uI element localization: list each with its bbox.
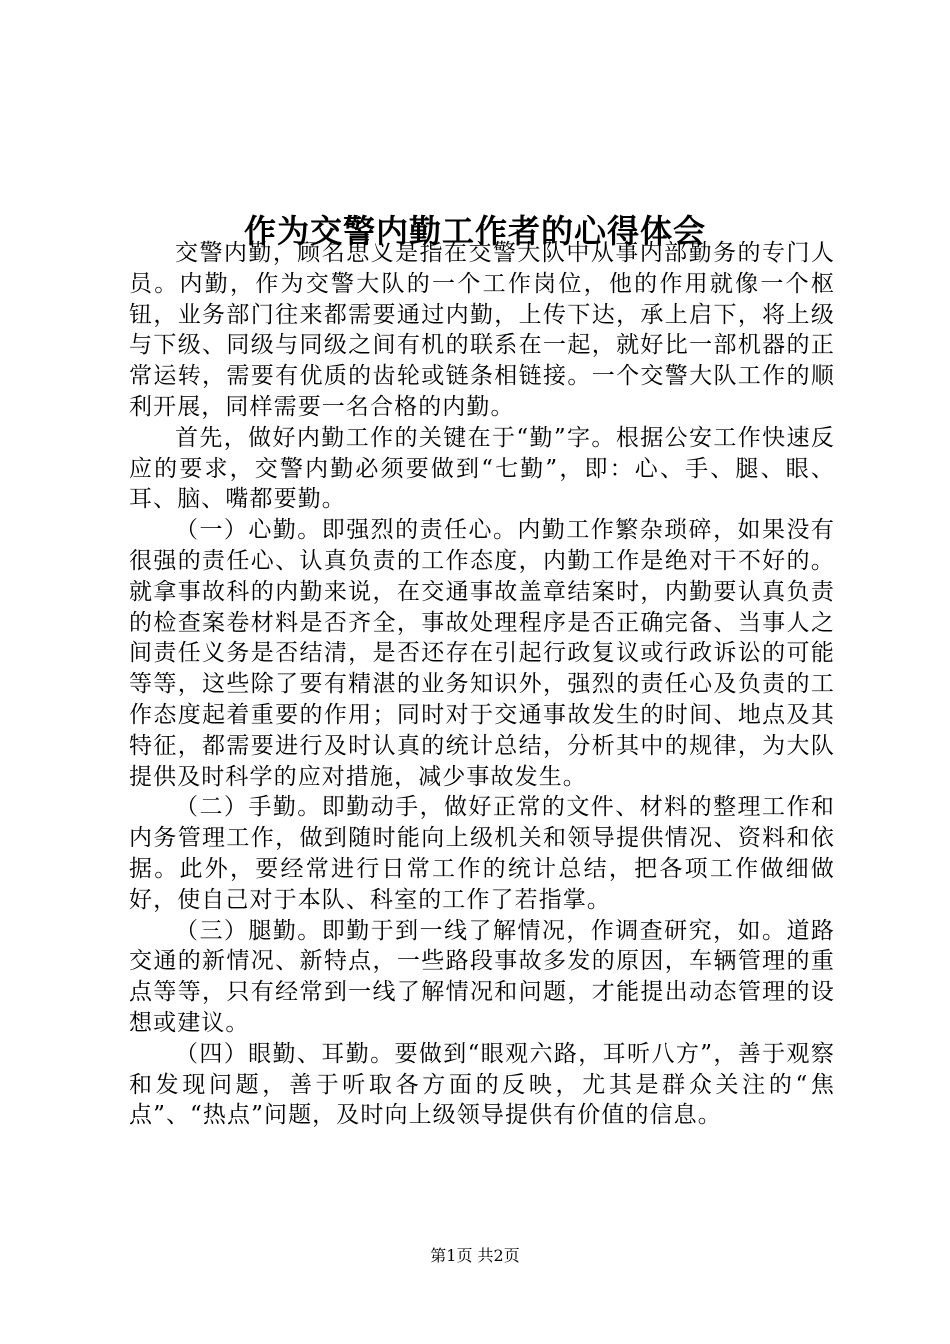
paragraph: （一）心勤。即强烈的责任心。内勤工作繁杂琐碎，如果没有很强的责任心、认真负责的工作态度，内勤工作是绝对干不好的。就拿事故科的内勤来说，在交通事故盖章结案时，内勤要认真负责的检查案卷材料是否齐全，事故处理程序是否正确完备、当事人之间责任义务是否结清，是否还存在引起行政复议或行政诉讼的可能等等，这些除了要有精湛的业务知识外，强烈的责任心及负责的工作态度起着重要的作用；同时对于交通事故发生的时间、地点及其特征，都需要进行及时认真的统计总结，分析其中的规律，为大队提供及时科学的应对措施，减少事故发生。 xyxy=(129,517,835,790)
page-title: 作为交警内勤工作者的心得体会 xyxy=(243,212,706,251)
paragraph: 交警内勤，顾名思义是指在交警大队中从事内部勤务的专门人员。内勤，作为交警大队的一个工作岗位，他的作用就像一个枢钮，业务部门往来都需要通过内勤，上传下达，承上启下，将上级与下级、同级与同级之间有机的联系在一起，就好比一部机器的正常运转，需要有优质的齿轮或链条相链接。一个交警大队工作的顺利开展，同样需要一名合格的内勤。 xyxy=(129,240,835,420)
paragraph: 首先，做好内勤工作的关键在于“勤”字。根据公安工作快速反应的要求，交警内勤必须要做到“七勤”，即：心、手、腿、眼、耳、脑、嘴都要勤。 xyxy=(129,424,835,513)
paragraph: （四）眼勤、耳勤。要做到“眼观六路，耳听八方”，善于观察和发现问题，善于听取各方面的反映，尤其是群众关注的“焦点”、“热点”问题，及时向上级领导提供有价值的信息。 xyxy=(129,1040,835,1129)
page-number: 第1页 共2页 xyxy=(430,1246,520,1265)
paragraph: （三）腿勤。即勤于到一线了解情况，作调查研究，如。道路交通的新情况、新特点，一些路段事故多发的原因，车辆管理的重点等等，只有经常到一线了解情况和问题，才能提出动态管理的设想或建议。 xyxy=(129,917,835,1036)
document-body xyxy=(129,238,835,1131)
paragraph: （二）手勤。即勤动手，做好正常的文件、材料的整理工作和内务管理工作，做到随时能向上级机关和领导提供情况、资料和依据。此外，要经常进行日常工作的统计总结，把各项工作做细做好，使自己对于本队、科室的工作了若指掌。 xyxy=(129,794,835,913)
